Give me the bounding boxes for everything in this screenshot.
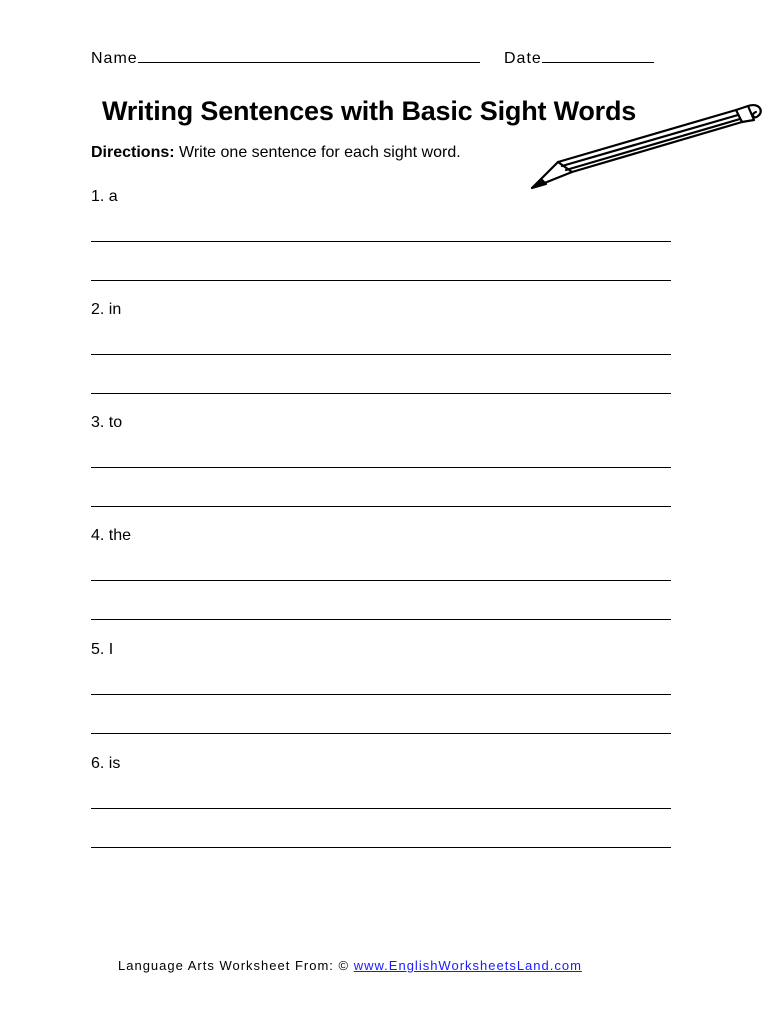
name-field-line[interactable] (138, 48, 480, 63)
answer-line[interactable] (91, 847, 671, 848)
item-label: 5. I (91, 641, 114, 658)
answer-line[interactable] (91, 506, 671, 507)
directions-label: Directions: (91, 144, 175, 161)
item-4 (91, 525, 671, 547)
header-fields (91, 48, 542, 68)
item-2 (91, 299, 671, 321)
pencil-icon (528, 100, 768, 195)
directions-text: Write one sentence for each sight word. (179, 144, 461, 161)
item-5 (91, 639, 671, 661)
date-field-line[interactable] (542, 48, 654, 63)
answer-line[interactable] (91, 467, 671, 468)
answer-line[interactable] (91, 733, 671, 734)
item-label: 2. in (91, 301, 122, 318)
answer-line[interactable] (91, 580, 671, 581)
item-1 (91, 186, 671, 208)
item-3 (91, 412, 671, 434)
item-label: 6. is (91, 755, 121, 772)
name-label: Name (91, 50, 138, 67)
item-label: 3. to (91, 414, 123, 431)
directions (91, 144, 461, 162)
answer-line[interactable] (91, 808, 671, 809)
footer (118, 958, 582, 973)
answer-line[interactable] (91, 619, 671, 620)
answer-line[interactable] (91, 241, 671, 242)
answer-line[interactable] (91, 280, 671, 281)
answer-line[interactable] (91, 354, 671, 355)
answer-line[interactable] (91, 694, 671, 695)
item-label: 1. a (91, 188, 118, 205)
footer-link[interactable]: www.EnglishWorksheetsLand.com (353, 958, 582, 973)
worksheet-title: Writing Sentences with Basic Sight Words (102, 96, 637, 126)
item-6 (91, 753, 671, 775)
answer-line[interactable] (91, 393, 671, 394)
footer-text: Language Arts Worksheet From: © (118, 958, 350, 973)
item-label: 4. the (91, 527, 132, 544)
date-label: Date (504, 50, 542, 67)
